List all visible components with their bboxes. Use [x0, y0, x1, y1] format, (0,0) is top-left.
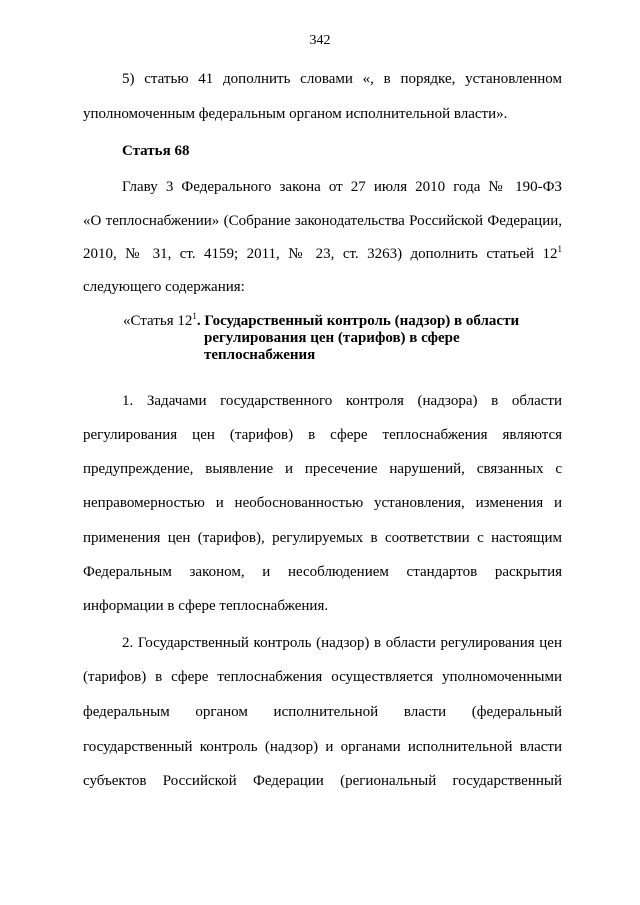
para2-line-4: государственный контроль (надзор) и органами исполнительной власти — [83, 739, 562, 755]
article-12-1-heading — [123, 313, 563, 364]
para2-line-2: (тарифов) в сфере теплоснабжения осуществляется уполномоченными — [83, 669, 562, 685]
article-68-line-3-text: 2010, № 31, ст. 4159; 2011, № 23, ст. 3263) дополнить статьей 12 — [83, 246, 558, 262]
article-12-1-title-line-2: регулирования цен (тарифов) в сфере — [204, 330, 460, 346]
article-68-line-4: следующего содержания: — [83, 279, 245, 295]
para1-line-3: предупреждение, выявление и пресечение нарушений, связанных с — [83, 461, 562, 477]
para1-line-6: Федеральным законом, и несоблюдением стандартов раскрытия — [83, 564, 562, 580]
article-68-line-1: Главу 3 Федерального закона от 27 июля 2010 года № 190-ФЗ — [122, 179, 562, 195]
para1-line-7: информации в сфере теплоснабжения. — [83, 598, 329, 614]
para2-line-1: 2. Государственный контроль (надзор) в области регулирования цен — [122, 635, 562, 651]
article-12-1-title-line-3: теплоснабжения — [204, 347, 316, 363]
para1-line-4: неправомерностью и необоснованностью установления, изменения и — [83, 495, 562, 511]
article-68-line-3-sup: 1 — [557, 244, 562, 254]
para1-line-5: применения цен (тарифов), регулируемых в соответствии с настоящим — [83, 530, 562, 546]
article-68-title: Статья 68 — [122, 143, 190, 159]
article-68-line-3 — [83, 245, 562, 263]
para1-line-1: 1. Задачами государственного контроля (надзора) в области — [122, 393, 562, 409]
item5-line-2: уполномоченным федеральным органом исполнительной власти». — [83, 106, 508, 122]
para2-line-3: федеральным органом исполнительной власти (федеральный — [83, 704, 562, 720]
page-number: 342 — [309, 33, 331, 48]
article-12-1-heading-line-1 — [123, 313, 563, 330]
para2-line-5: субъектов Российской Федерации (региональный государственный — [83, 773, 562, 789]
article-68-line-2: «О теплоснабжении» (Собрание законодательства Российской Федерации, — [83, 213, 562, 229]
item5-line-1: 5) статью 41 дополнить словами «, в порядке, установленном — [122, 71, 562, 87]
article-12-1-prefix: «Статья 12 — [123, 313, 193, 329]
article-12-1-title-line-1: . Государственный контроль (надзор) в области — [196, 313, 520, 329]
article-12-1-sup: 1 — [192, 311, 197, 321]
para1-line-2: регулирования цен (тарифов) в сфере теплоснабжения являются — [83, 427, 562, 443]
